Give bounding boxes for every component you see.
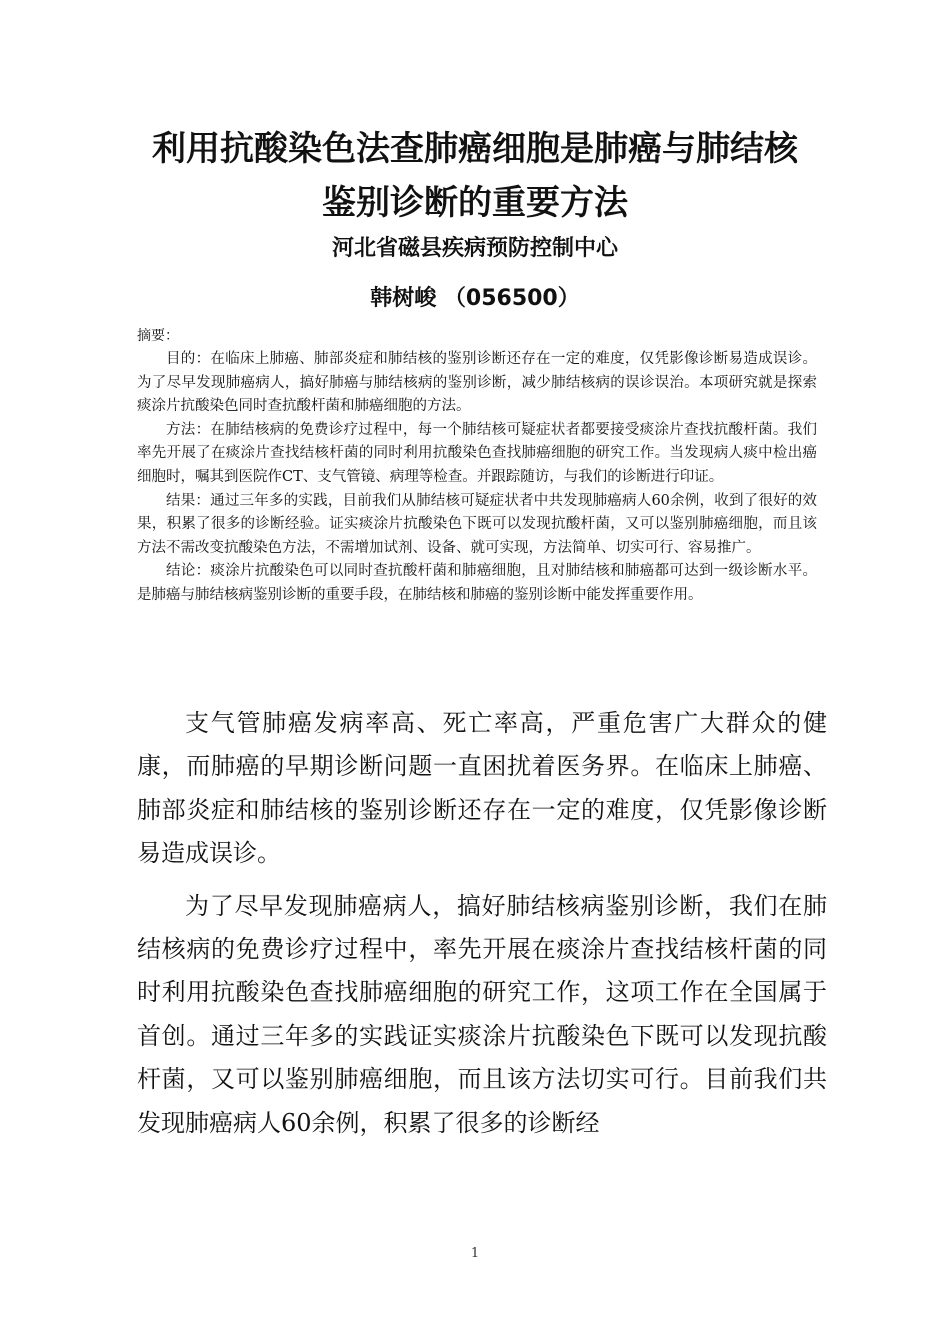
abstract bbox=[137, 348, 817, 608]
organization: 河北省磁县疾病预防控制中心 bbox=[331, 236, 618, 261]
author: 韩树峻 （056500） bbox=[370, 286, 580, 311]
title-line-2: 鉴别诊断的重要方法 bbox=[322, 183, 628, 223]
abstract-conclusion: 结论：痰涂片抗酸染色可以同时查抗酸杆菌和肺癌细胞，且对肺结核和肺癌都可达到一级诊断水平。是肺癌与肺结核病鉴别诊断的重要手段，在肺结核和肺癌的鉴别诊断中能发挥重要作用。 bbox=[137, 563, 817, 603]
page-number: 1 bbox=[470, 1246, 480, 1261]
abstract-purpose: 目的：在临床上肺癌、肺部炎症和肺结核的鉴别诊断还存在一定的难度，仅凭影像诊断易造成误诊。为了尽早发现肺癌病人，搞好肺癌与肺结核病的鉴别诊断，减少肺结核病的误诊误治。本项研究就是探索痰涂片抗酸染色同时查抗酸杆菌和肺癌细胞的方法。 bbox=[137, 351, 817, 415]
abstract-label: 摘要： bbox=[137, 328, 179, 344]
body-paragraph-1: 支气管肺癌发病率高、死亡率高，严重危害广大群众的健康，而肺癌的早期诊断问题一直困扰着医务界。在临床上肺癌、肺部炎症和肺结核的鉴别诊断还存在一定的难度，仅凭影像诊断易造成误诊。 bbox=[137, 709, 827, 868]
body-paragraph-2: 为了尽早发现肺癌病人，搞好肺结核病鉴别诊断，我们在肺结核病的免费诊疗过程中，率先开展在痰涂片查找结核杆菌的同时利用抗酸染色查找肺癌细胞的研究工作，这项工作在全国属于首创。通过三年多的实践证实痰涂片抗酸染色下既可以发现抗酸杆菌，又可以鉴别肺癌细胞，而且该方法切实可行。目前我们共发现肺癌病人60余例，积累了很多的诊断经 bbox=[137, 891, 827, 1137]
abstract-method: 方法：在肺结核病的免费诊疗过程中，每一个肺结核可疑症状者都要接受痰涂片查找抗酸杆菌。我们率先开展了在痰涂片查找结核杆菌的同时利用抗酸染色查找肺癌细胞的研究工作。当发现病人痰中检出癌细胞时，嘱其到医院作CT、支气管镜、病理等检查。并跟踪随访，与我们的诊断进行印证。 bbox=[137, 421, 817, 485]
abstract-result: 结果：通过三年多的实践，目前我们从肺结核可疑症状者中共发现肺癌病人60余例，收到了很好的效果，积累了很多的诊断经验。证实痰涂片抗酸染色下既可以发现抗酸杆菌，又可以鉴别肺癌细胞，而且该方法不需改变抗酸染色方法，不需增加试剂、设备、就可实现，方法简单、切实可行、容易推广。 bbox=[137, 492, 817, 556]
body-text bbox=[137, 702, 827, 1154]
title-line-1: 利用抗酸染色法查肺癌细胞是肺癌与肺结核 bbox=[152, 129, 798, 169]
